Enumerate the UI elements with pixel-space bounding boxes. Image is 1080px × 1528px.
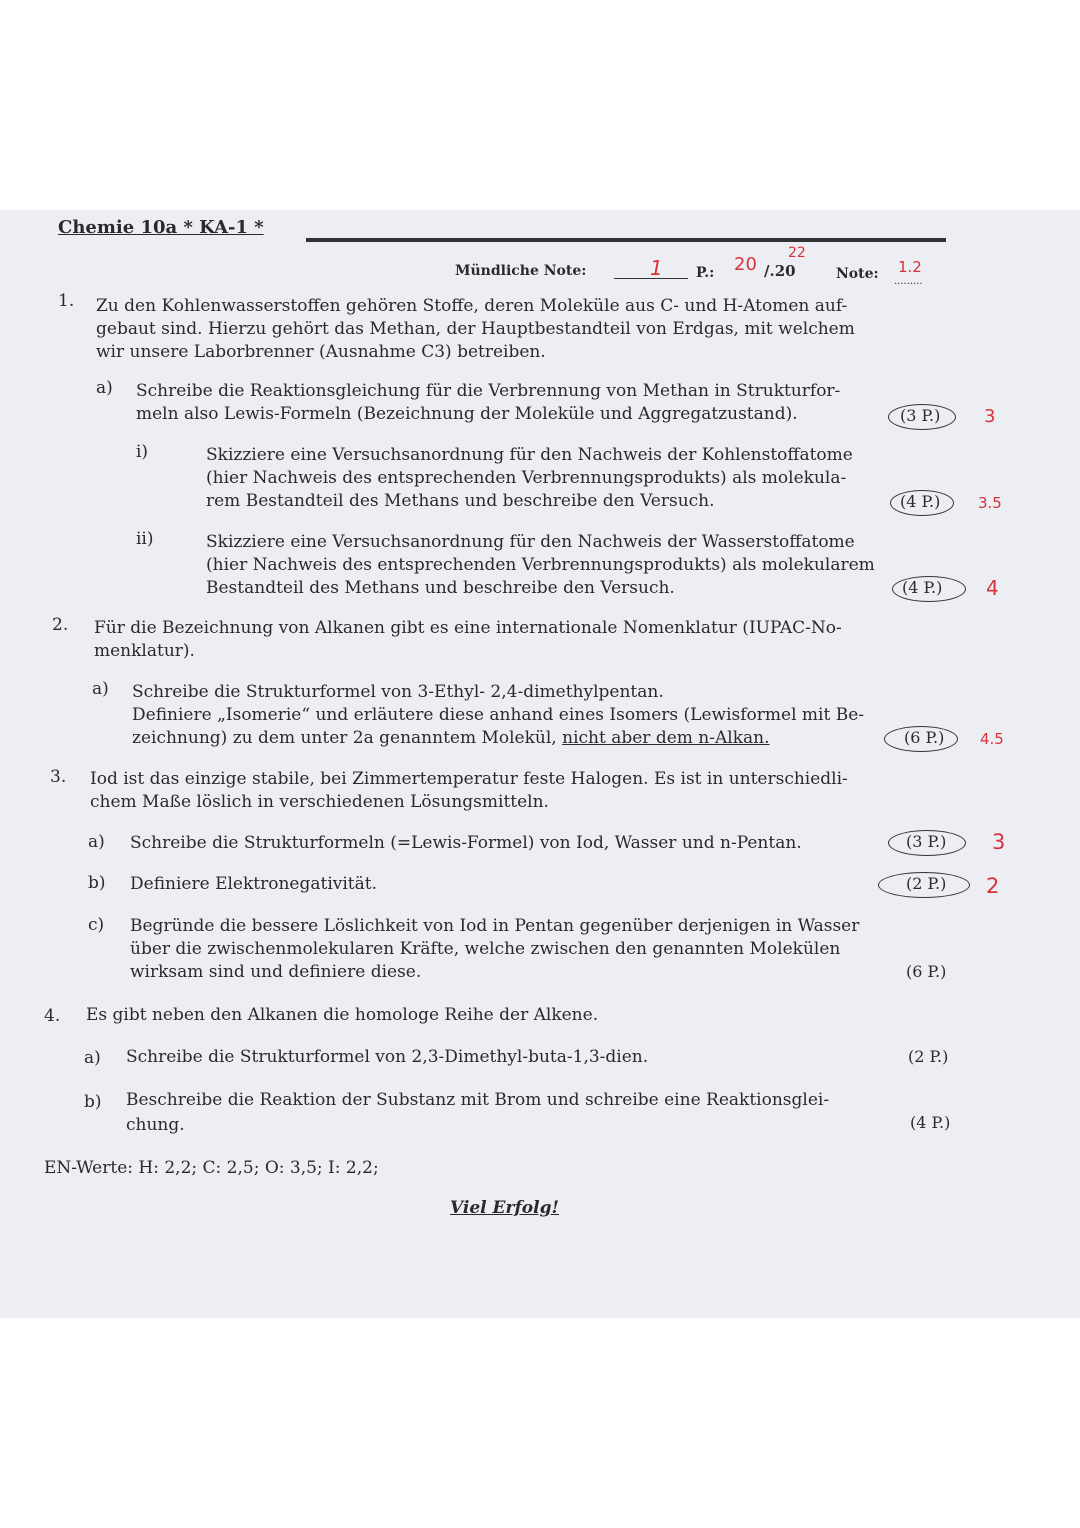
en-values: EN-Werte: H: 2,2; C: 2,5; O: 3,5; I: 2,2;	[44, 1158, 379, 1178]
task1-intro-line3: wir unsere Laborbrenner (Ausnahme C3) betreiben.	[96, 342, 546, 362]
task1i-label: i)	[136, 442, 149, 462]
task1i-line1: Skizziere eine Versuchsanordnung für den Nachweis der Kohlenstoffatome	[206, 445, 853, 465]
points-label: P.:	[696, 265, 715, 281]
grade-dots: .........	[894, 276, 923, 287]
exam-sheet	[0, 210, 1080, 1318]
oral-grade-label: Mündliche Note:	[455, 263, 587, 279]
task1a-line1: Schreibe die Reaktionsgleichung für die Verbrennung von Methan in Strukturfor-	[136, 381, 841, 401]
task1-intro-line2: gebaut sind. Hierzu gehört das Methan, der Hauptbestandteil von Erdgas, mit welchem	[96, 319, 855, 339]
task3c-line1: Begründe die bessere Löslichkeit von Iod in Pentan gegenüber derjenigen in Wasser	[130, 916, 860, 936]
points-max-correction: 22	[788, 245, 806, 261]
task1a-line2: meln also Lewis-Formeln (Bezeichnung der Moleküle und Aggregatzustand).	[136, 404, 798, 424]
task3c-line2: über die zwischenmolekularen Kräfte, welche zwischen den genannten Molekülen	[130, 939, 841, 959]
task3b-points: (2 P.)	[906, 874, 947, 893]
task3c-points: (6 P.)	[906, 962, 947, 981]
task1ii-line1: Skizziere eine Versuchsanordnung für den Nachweis der Wasserstoffatome	[206, 532, 855, 552]
task3c-label: c)	[88, 915, 105, 935]
task2a-line3-text: zeichnung) zu dem unter 2a genanntem Molekül,	[132, 728, 557, 748]
task3-number: 3.	[50, 767, 67, 787]
task4a-points: (2 P.)	[908, 1047, 949, 1066]
task4b-points: (4 P.)	[910, 1113, 951, 1132]
task3b-text: Definiere Elektronegativität.	[130, 874, 378, 894]
task4-text: Es gibt neben den Alkanen die homologe Reihe der Alkene.	[86, 1005, 599, 1025]
task1ii-points: (4 P.)	[902, 578, 943, 597]
task4b-line2: chung.	[126, 1115, 185, 1135]
task3b-score: 2	[986, 874, 1000, 898]
task2a-score: 4.5	[980, 730, 1004, 748]
task3-intro-line2: chem Maße löslich in verschiedenen Lösungsmitteln.	[90, 792, 549, 812]
closing-text: Viel Erfolg!	[450, 1198, 559, 1218]
task3-intro-line1: Iod ist das einzige stabile, bei Zimmertemperatur feste Halogen. Es ist in unterschiedli-	[90, 769, 848, 789]
task1-number: 1.	[58, 291, 75, 311]
task2-number: 2.	[52, 615, 69, 635]
task1i-line3: rem Bestandteil des Methans und beschreibe den Versuch.	[206, 491, 715, 511]
task1ii-label: ii)	[136, 529, 154, 549]
task1i-score: 3.5	[978, 494, 1002, 512]
header-dots: ......................	[818, 230, 924, 244]
task1i-points: (4 P.)	[900, 492, 941, 511]
oral-grade-value: 1	[650, 256, 663, 280]
task3a-score: 3	[992, 830, 1006, 854]
task4b-line1: Beschreibe die Reaktion der Substanz mit Brom und schreibe eine Reaktionsglei-	[126, 1090, 830, 1110]
task1ii-score: 4	[986, 576, 999, 600]
points-max: /.20	[764, 262, 796, 280]
task4a-text: Schreibe die Strukturformel von 2,3-Dimethyl-buta-1,3-dien.	[126, 1047, 649, 1067]
exam-title: Chemie 10a * KA-1 *	[58, 217, 264, 238]
task4a-label: a)	[84, 1048, 101, 1068]
task4b-label: b)	[84, 1092, 102, 1112]
task2a-line3	[132, 727, 770, 750]
task3a-points: (3 P.)	[906, 832, 947, 851]
task1ii-line2: (hier Nachweis des entsprechenden Verbrennungsprodukts) als molekularem	[206, 555, 875, 575]
task3a-text: Schreibe die Strukturformeln (=Lewis-Formel) von Iod, Wasser und n-Pentan.	[130, 833, 802, 853]
task2a-line3-underlined: nicht aber dem n-Alkan.	[562, 728, 770, 748]
task1a-points: (3 P.)	[900, 406, 941, 425]
task3b-label: b)	[88, 873, 106, 893]
task2a-line1: Schreibe die Strukturformel von 3-Ethyl- 2,4-dimethylpentan.	[132, 682, 664, 702]
grade-value: 1.2	[898, 258, 922, 276]
task1a-score: 3	[984, 406, 996, 427]
task1-intro-line1: Zu den Kohlenwasserstoffen gehören Stoffe, deren Moleküle aus C- und H-Atomen auf-	[96, 296, 848, 316]
task1ii-line3: Bestandteil des Methans und beschreibe den Versuch.	[206, 578, 675, 598]
task2a-label: a)	[92, 679, 109, 699]
task4-number: 4.	[44, 1006, 61, 1026]
task2a-points: (6 P.)	[904, 728, 945, 747]
task2-intro-line2: menklatur).	[94, 641, 195, 661]
task3a-label: a)	[88, 832, 105, 852]
grade-label: Note:	[836, 266, 879, 282]
task2a-line2: Definiere „Isomerie“ und erläutere diese anhand eines Isomers (Lewisformel mit Be-	[132, 705, 864, 725]
task1a-label: a)	[96, 378, 113, 398]
points-value: 20	[734, 254, 757, 275]
task3c-line3: wirksam sind und definiere diese.	[130, 962, 422, 982]
task2-intro-line1: Für die Bezeichnung von Alkanen gibt es eine internationale Nomenklatur (IUPAC-No-	[94, 618, 842, 638]
task1i-line2: (hier Nachweis des entsprechenden Verbrennungsprodukts) als molekula-	[206, 468, 847, 488]
